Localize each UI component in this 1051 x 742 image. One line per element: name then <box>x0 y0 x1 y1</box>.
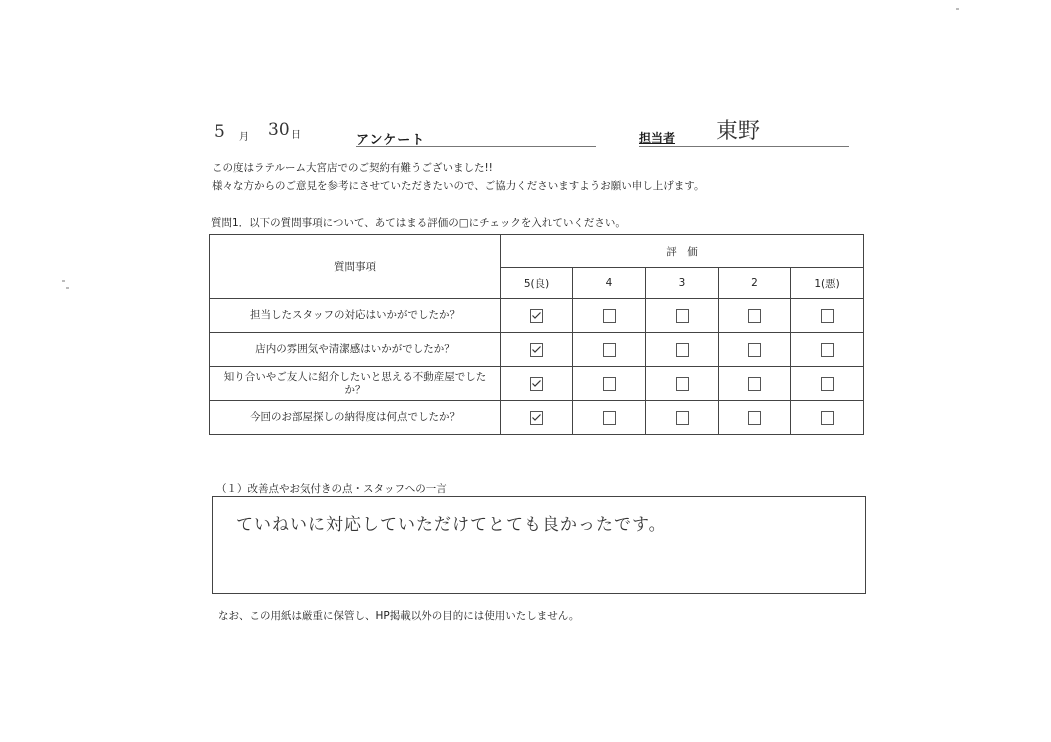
question-text: 担当したスタッフの対応はいかがでしたか？ <box>210 299 501 333</box>
staff-underline <box>639 146 849 147</box>
rating-cell <box>573 299 646 333</box>
scan-speck <box>66 287 69 289</box>
rating-cell <box>719 333 791 367</box>
survey-title: アンケート <box>356 133 426 148</box>
rating-checkbox[interactable] <box>603 309 616 323</box>
rating-checkbox[interactable] <box>676 343 689 357</box>
rating-cell <box>501 367 573 401</box>
rating-cell <box>791 401 864 435</box>
rating-cell <box>573 367 646 401</box>
rating-cell <box>573 401 646 435</box>
rating-checkbox[interactable] <box>748 411 761 425</box>
rating-checkbox[interactable] <box>748 343 761 357</box>
scale-5: 5(良) <box>501 268 573 299</box>
rating-cell <box>501 401 573 435</box>
rating-cell <box>791 333 864 367</box>
rating-cell <box>719 299 791 333</box>
rating-checkbox[interactable] <box>821 309 834 323</box>
rating-checkbox[interactable] <box>676 411 689 425</box>
table-row <box>210 333 864 367</box>
survey-day: 30 <box>268 120 290 140</box>
rating-cell <box>646 333 719 367</box>
rating-checkbox[interactable] <box>530 309 543 323</box>
rating-checkbox[interactable] <box>530 377 543 391</box>
title-underline <box>356 146 596 147</box>
rating-checkbox[interactable] <box>603 377 616 391</box>
rating-cell <box>501 299 573 333</box>
scan-speck <box>62 280 65 282</box>
rating-checkbox[interactable] <box>748 309 761 323</box>
rating-header: 評 価 <box>501 235 864 268</box>
rating-checkbox[interactable] <box>603 411 616 425</box>
rating-cell <box>719 367 791 401</box>
evaluation-table <box>209 234 864 435</box>
rating-cell <box>501 333 573 367</box>
comment-heading: （１）改善点やお気付きの点・スタッフへの一言 <box>216 483 447 495</box>
month-label: 月 <box>239 132 249 143</box>
question-text: 今回のお部屋探しの納得度は何点でしたか？ <box>210 401 501 435</box>
rating-checkbox[interactable] <box>603 343 616 357</box>
table-row <box>210 367 864 401</box>
scan-speck <box>956 8 959 10</box>
item-header: 質問事項 <box>210 235 501 299</box>
rating-checkbox[interactable] <box>821 411 834 425</box>
staff-label: 担当者 <box>639 131 676 145</box>
scale-3: 3 <box>646 268 719 299</box>
survey-month: 5 <box>214 122 225 142</box>
rating-cell <box>646 367 719 401</box>
rating-checkbox[interactable] <box>821 343 834 357</box>
rating-checkbox[interactable] <box>748 377 761 391</box>
scale-4: 4 <box>573 268 646 299</box>
rating-cell <box>719 401 791 435</box>
check-mark-icon <box>532 380 540 386</box>
rating-cell <box>646 401 719 435</box>
intro-line-1: この度はラテルーム大宮店でのご契約有難うございました!! <box>212 162 493 174</box>
table-row <box>210 401 864 435</box>
table-row <box>210 299 864 333</box>
rating-checkbox[interactable] <box>676 377 689 391</box>
staff-name: 東野 <box>716 119 761 144</box>
rating-cell <box>573 333 646 367</box>
question-text: 店内の雰囲気や清潔感はいかがでしたか？ <box>210 333 501 367</box>
scale-1: 1(悪) <box>791 268 864 299</box>
rating-checkbox[interactable] <box>676 309 689 323</box>
rating-checkbox[interactable] <box>530 343 543 357</box>
rating-cell <box>791 367 864 401</box>
rating-checkbox[interactable] <box>821 377 834 391</box>
question-text: 知り合いやご友人に紹介したいと思える不動産屋でしたか？ <box>210 367 501 401</box>
check-mark-icon <box>532 414 540 420</box>
rating-checkbox[interactable] <box>530 411 543 425</box>
question-heading: 質問1．以下の質問事項について、あてはまる評価の□にチェックを入れていください。 <box>211 217 626 229</box>
footer-note: なお、この用紙は厳重に保管し、HP掲載以外の目的には使用いたしません。 <box>218 610 580 622</box>
check-mark-icon <box>532 346 540 352</box>
rating-cell <box>791 299 864 333</box>
scale-2: 2 <box>719 268 791 299</box>
day-label: 日 <box>291 130 301 141</box>
rating-cell <box>646 299 719 333</box>
intro-line-2: 様々な方からのご意見を参考にさせていただきたいので、ご協力くださいますようお願い申し上げます。 <box>212 180 705 192</box>
comment-text: ていねいに対応していただけてとても良かったです。 <box>236 515 667 535</box>
check-mark-icon <box>532 312 540 318</box>
